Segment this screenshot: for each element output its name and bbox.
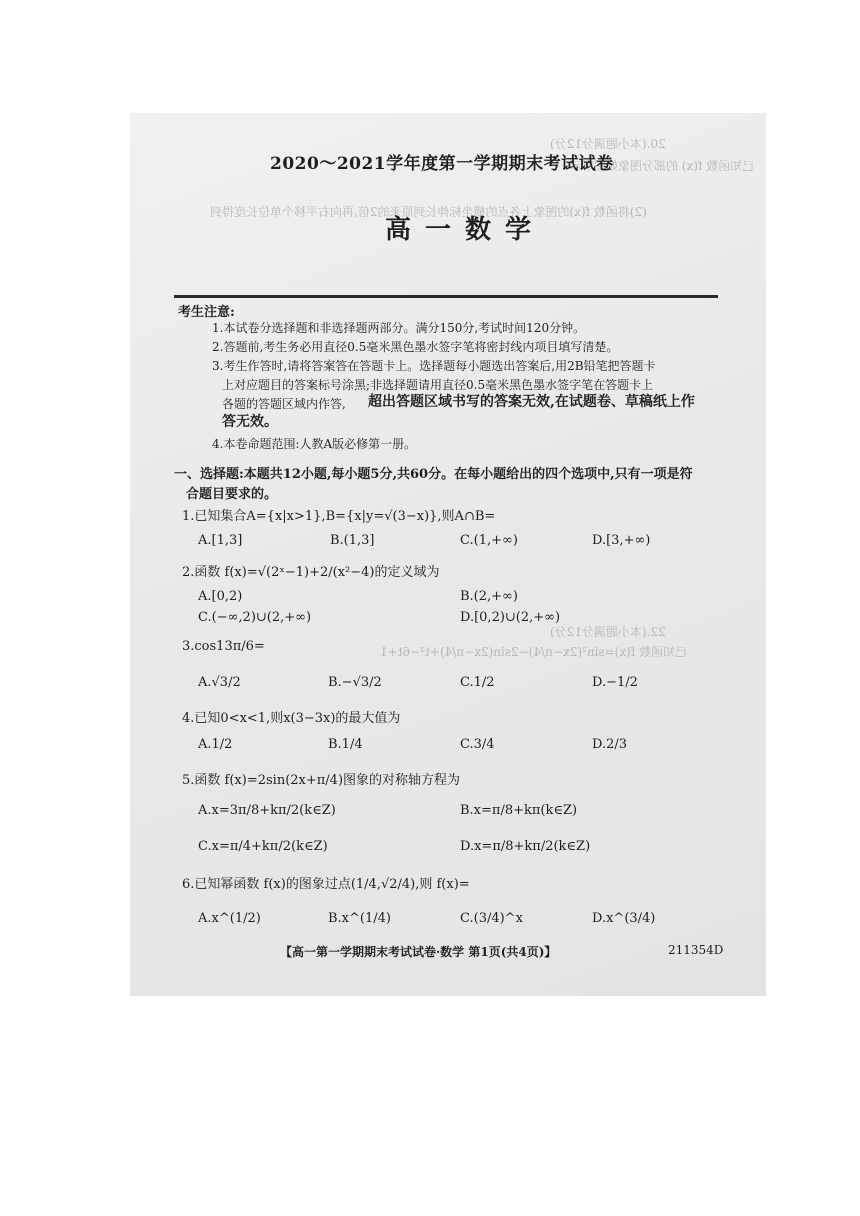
question-3-option-a: A.√3/2 [198,675,241,690]
question-1-option-a: A.[1,3] [198,533,243,548]
question-4-option-c: C.3/4 [460,737,495,752]
subject-title: 高一数学 [385,215,546,245]
bleed-through-text: 已知函数 f(x) 的部分图象如图所示 [570,159,755,173]
question-6-option-d: D.x^(3/4) [592,911,656,926]
bleed-through-text: 22.(本小题满分12分) [550,625,666,639]
document-code: 211354D [668,943,724,957]
question-1-stem: 1.已知集合A={x|x>1},B={x|y=√(3−x)},则A∩B= [182,509,496,524]
question-6-option-b: B.x^(1/4) [328,911,391,926]
question-3-option-b: B.−√3/2 [328,675,382,690]
question-4-option-a: A.1/2 [198,737,233,752]
question-3-option-c: C.1/2 [460,675,495,690]
question-5-option-d: D.x=π/8+kπ/2(k∈Z) [460,839,591,854]
question-4-stem: 4.已知0<x<1,则x(3−3x)的最大值为 [182,711,401,726]
question-5-stem: 5.函数 f(x)=2sin(2x+π/4)图象的对称轴方程为 [182,773,461,788]
question-1-option-c: C.(1,+∞) [460,533,518,548]
question-4-option-d: D.2/3 [592,737,628,752]
notice-item-2: 2.答题前,考生务必用直径0.5毫米黑色墨水签字笔将密封线内项目填写清楚。 [212,340,619,354]
question-5-option-b: B.x=π/8+kπ(k∈Z) [460,803,578,818]
question-3-option-d: D.−1/2 [592,675,638,690]
section-heading [174,465,693,505]
notice-item-3-cont2: 各题的答题区域内作答, [222,397,346,411]
question-5-option-c: C.x=π/4+kπ/2(k∈Z) [198,839,328,854]
notice-item-1: 1.本试卷分选择题和非选择题两部分。满分150分,考试时间120分钟。 [212,321,586,335]
section-heading-line: 合题目要求的。 [186,487,278,502]
bleed-through-text: 已知函数 f(x)=sin²(2x−π/4)−2sin(2x−π/4)+t²−6t+1 [380,645,688,659]
question-4-option-b: B.1/4 [328,737,363,752]
question-3-stem: 3.cos13π/6= [182,639,265,654]
question-6-option-c: C.(3/4)^x [460,911,523,926]
bleed-through-text: 20.(本小题满分12分) [550,137,666,151]
notice-heading: 考生注意: [178,305,235,320]
question-2-option-a: A.[0,2) [198,589,243,604]
section-heading-line: 一、选择题:本题共12小题,每小题5分,共60分。在每小题给出的四个选项中,只有一项是符 [174,467,693,482]
question-2-option-c: C.(−∞,2)∪(2,+∞) [198,610,312,625]
bleed-through-text: (2)将函数 f(x)的图象上各点的横坐标伸长到原来的2倍,再向右平移个单位长度得到 [210,205,647,219]
question-5-option-a: A.x=3π/8+kπ/2(k∈Z) [198,803,336,818]
question-2-stem: 2.函数 f(x)=√(2ˣ−1)+2/(x²−4)的定义域为 [182,565,440,580]
notice-item-3-cont: 上对应题目的答案标号涂黑;非选择题请用直径0.5毫米黑色墨水签字笔在答题卡上 [222,378,654,392]
question-1-option-b: B.(1,3] [330,533,375,548]
question-6-option-a: A.x^(1/2) [198,911,261,926]
question-2-option-b: B.(2,+∞) [460,589,518,604]
exam-title: 2020～2021学年度第一学期期末考试试卷 [270,154,614,174]
question-1-option-d: D.[3,+∞) [592,533,651,548]
question-6-stem: 6.已知幂函数 f(x)的图象过点(1/4,√2/4),则 f(x)= [182,877,470,892]
notice-item-3-emphasis: 超出答题区域书写的答案无效,在试题卷、草稿纸上作 [368,394,695,410]
notice-item-4: 4.本卷命题范围:人教A版必修第一册。 [212,437,417,451]
page-footer: 【高一第一学期期末考试试卷·数学 第1页(共4页)】 [280,945,557,959]
exam-paper-photo [130,113,766,996]
header-divider [174,295,718,298]
notice-item-3: 3.考生作答时,请将答案答在答题卡上。选择题每小题选出答案后,用2B铅笔把答题卡 [212,359,656,373]
notice-item-3-emphasis-end: 答无效。 [222,414,278,430]
question-2-option-d: D.[0,2)∪(2,+∞) [460,610,561,625]
